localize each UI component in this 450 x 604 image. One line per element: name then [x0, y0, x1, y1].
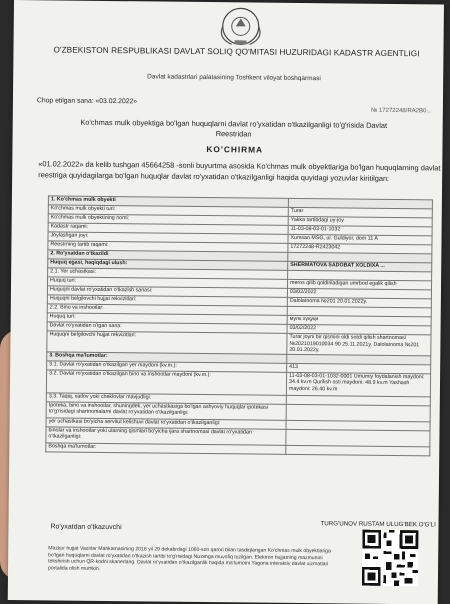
row-value: 11-03-08-03-01-1032-0001 Umumiy foydalanish maydoni: 34.4 kv.m Qurilish osti maydoni: 48.9 kv.m Yashash maydoni: 26.40 kv.m — [286, 372, 430, 397]
document-subtitle: KO'CHIRMA — [206, 144, 264, 155]
row-label: Huquq turi: — [47, 313, 287, 325]
row-value: Turar — [288, 207, 432, 218]
branch-name: Davlat kadastrlari palatasining Toshkent viloyat boshqarmasi — [147, 73, 321, 83]
registrar-label: Ro'yxatdan o'tkazuvchi — [50, 523, 122, 532]
row-value: meros qilib qoldiriladigan umrbod egalik qilish — [287, 279, 431, 290]
row-label: yer uchastkasi bo'yicha servitut kelishuvi davlat ro'yxatidan o'tkazilganligi: — [46, 418, 286, 430]
agency-name: O'ZBEKISTON RESPUBLIKASI DAVLAT SOLIQ QO'MITASI HUZURIDAGI KADASTR AGENTLIGI — [53, 45, 420, 59]
row-label: Reestrning tartib raqami: — [48, 241, 288, 253]
row-label: 1. Ko'chmas mulk obyekti — [48, 196, 288, 208]
row-label: Boshqa ma'lumotlar: — [46, 443, 286, 455]
row-label: Davlat ro'yxatidan o'tgan sana: — [47, 322, 287, 334]
row-label: Joylashgan joyi: — [48, 232, 288, 244]
row-value: 413 — [287, 363, 431, 374]
row-label: Huquqni davlat ro'yxatidan o'tkazish sanasi: — [47, 286, 287, 298]
row-value — [286, 404, 430, 422]
row-label: Ko'chmas mulk obyekti turi: — [48, 205, 288, 217]
row-value — [286, 429, 430, 447]
registry-table — [45, 195, 433, 456]
row-label: Huquq egasi, haqiqdagi ulush: — [48, 259, 288, 271]
row-label: 3. Boshqa ma'lumotlar: — [47, 352, 287, 364]
legal-note: Mazkur hujjat Vazirlar Mahkamasining 2018 yil 29 dekabrdagi 1060-son qarori bilan tasdiqlangan Ko'chmas mulk obyektlariga bo'lgan huquqlarni davlat ro'yxatidan o'tkazish tartibi to'g'risidagi Nizomga muvofiq tuzilgan. Elektron hujjatning mazmunini tekshirish uchun QR-kodni skanerlang. Davlat ro'yxatidan o'tkazilganlik haqida ma'lumotni Yagona interaktiv davlat xizmatlari portalida olish mumkin. — [48, 545, 331, 572]
row-label: 2.1. Yer uchastkasi: — [48, 268, 288, 280]
row-value: Dalolatnoma №201 20.01.2022y. — [287, 297, 431, 308]
registrar-name: TURG'UNOV RUSTAM ULUG'BEK O'G'LI — [320, 520, 436, 529]
print-date: Chop etilgan sana: «03.02.2022» — [36, 97, 138, 106]
row-value: Yakka tartibdagi uy-joy — [288, 216, 432, 227]
state-emblem-icon — [210, 4, 272, 47]
row-label: Huquqni belgilovchi hujjat rekvizitlari: — [47, 331, 287, 354]
row-label: 3.2. Davlat ro'yxatidan o'tkazilgan bino va inshootlar maydoni (kv.m.): — [46, 370, 286, 396]
document-title: Ko'chmas mulk obyektiga bo'lgan huquqlarni davlat ro'yxatidan o'tkazilganligi to'g'risida Davlat Reestridan — [80, 117, 388, 139]
row-label: 2. Ro'yxatdan o'tkazildi — [48, 250, 288, 262]
row-value: мулк хуқуқи — [287, 315, 431, 326]
row-label: Ipoteka, bino va inshootlar, shuningdek, yer uchastkasiga bo'lgan ashyoviy huquqlar ipotekasi to'g'risidagi shartnomalarni davlat ro'yxatidan o'tkazilganligi: — [46, 402, 286, 421]
row-value: 11-03-08-03-01-1032 — [288, 225, 432, 236]
intro-text: «01.02.2022» da kelib tushgan 45664258 -sonli buyurtma asosida Ko'chmas mulk obyektlariga bo'lgan huquqlarning davlat reestriga quyidagilarga bo'lgan huquqlar davlat ro'yxatidan o'tkazilganligi haqida quyidagi yozuvlar kiritilgan: — [38, 159, 441, 183]
qr-code-icon — [362, 530, 419, 587]
row-label: binolar va inshootlar yoki ularning qismlari bo'yicha ijara shartnomasi davlat ro'yxatidan o'tkazilganligi: — [46, 427, 286, 446]
row-value: 03/02/2022 — [287, 288, 431, 299]
row-label: 2.2. Bino va inshootlar: — [47, 304, 287, 316]
row-label: Huquq turi: — [48, 277, 288, 289]
row-label: Kadastr raqami: — [48, 223, 288, 235]
row-label: Ko'chmas mulk obyektining nomi: — [48, 214, 288, 226]
row-value: Xumsan MSG, ul. Guldiyor, dom 11 A — [288, 234, 432, 245]
row-value: SHERMATOVA SADOBAT XOLDIXA ... — [288, 261, 432, 272]
request-number: № 17272248/RA2B0... — [370, 107, 432, 115]
row-value: 17272248-R2423042 — [288, 243, 432, 254]
row-label: 3.3. Taqiq, xatlov yoki cheklovlar mavjudligi: — [46, 393, 286, 405]
row-value: 03/02/2022 — [287, 324, 431, 335]
row-value — [286, 445, 430, 456]
row-label: 3.1. Davlat ro'yxatidan o'tkazilgan yer maydoni (kv.m.): — [47, 361, 287, 373]
row-value: Turar joyni bir qismini oldi sotdi qilish shartnomasi №2021019010034 90 25.11.2021y. Dalolatnoma №201 20.01.2022y. — [287, 333, 431, 355]
row-label: Huquqni belgilovchi hujjat rekvizitlari: — [47, 295, 287, 307]
document-page — [8, 0, 444, 604]
